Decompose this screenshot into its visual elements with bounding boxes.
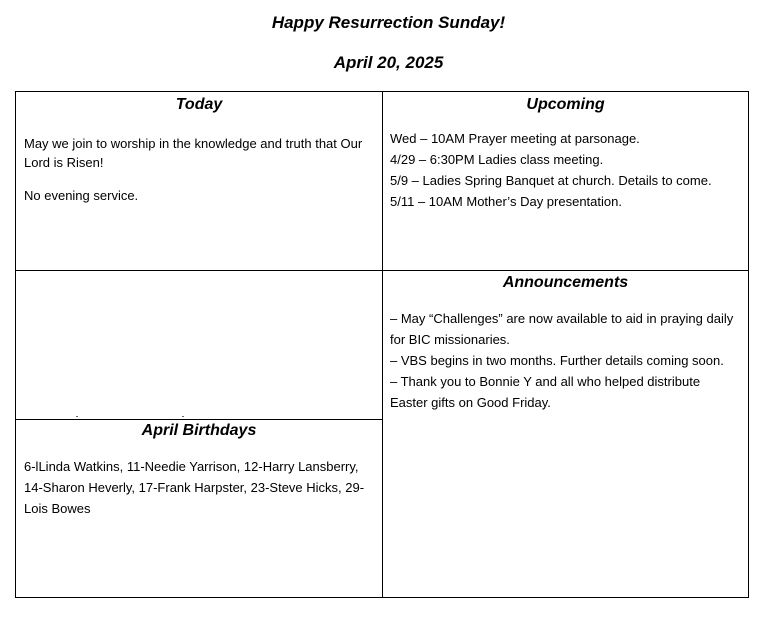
upcoming-section: [383, 92, 749, 270]
upcoming-list: [390, 128, 741, 212]
upcoming-item: 5/11 – 10AM Mother’s Day presentation.: [390, 194, 622, 209]
today-paragraph-1: May we join to worship in the knowledge and truth that Our Lord is Risen!: [24, 136, 363, 170]
announcement-item: – Thank you to Bonnie Y and all who helped distribute Easter gifts on Good Friday.: [390, 374, 701, 410]
today-heading: Today: [175, 96, 223, 113]
announcement-item: – May “Challenges” are now available to aid in praying daily for BIC missionaries.: [390, 311, 734, 347]
stray-mark: [182, 416, 184, 417]
birthdays-heading: April Birthdays: [141, 422, 257, 439]
upcoming-item: Wed – 10AM Prayer meeting at parsonage.: [390, 131, 640, 146]
upcoming-heading: Upcoming: [526, 96, 605, 113]
birthdays-section: [16, 420, 382, 598]
today-paragraph-2: No evening service.: [24, 188, 139, 203]
birthdays-text: 6-lLinda Watkins, 11-Needie Yarrison, 12-Harry Lansberry, 14-Sharon Heverly, 17-Frank Harpster, 23-Steve Hicks, 29-Lois Bowes: [24, 459, 365, 516]
announcement-item: – VBS begins in two months. Further details coming soon.: [390, 353, 724, 368]
announcements-section: [383, 271, 749, 598]
bulletin-grid: [15, 91, 749, 598]
birthdays-list: [24, 456, 374, 519]
today-body: [24, 134, 374, 205]
today-section: [16, 92, 382, 270]
announcements-heading: Announcements: [502, 274, 629, 291]
upcoming-item: 5/9 – Ladies Spring Banquet at church. Details to come.: [390, 173, 712, 188]
page-date: April 20, 2025: [333, 53, 444, 72]
announcements-list: [390, 308, 741, 413]
page-title: Happy Resurrection Sunday!: [271, 13, 506, 32]
stray-mark: [76, 416, 78, 417]
upcoming-item: 4/29 – 6:30PM Ladies class meeting.: [390, 152, 604, 167]
